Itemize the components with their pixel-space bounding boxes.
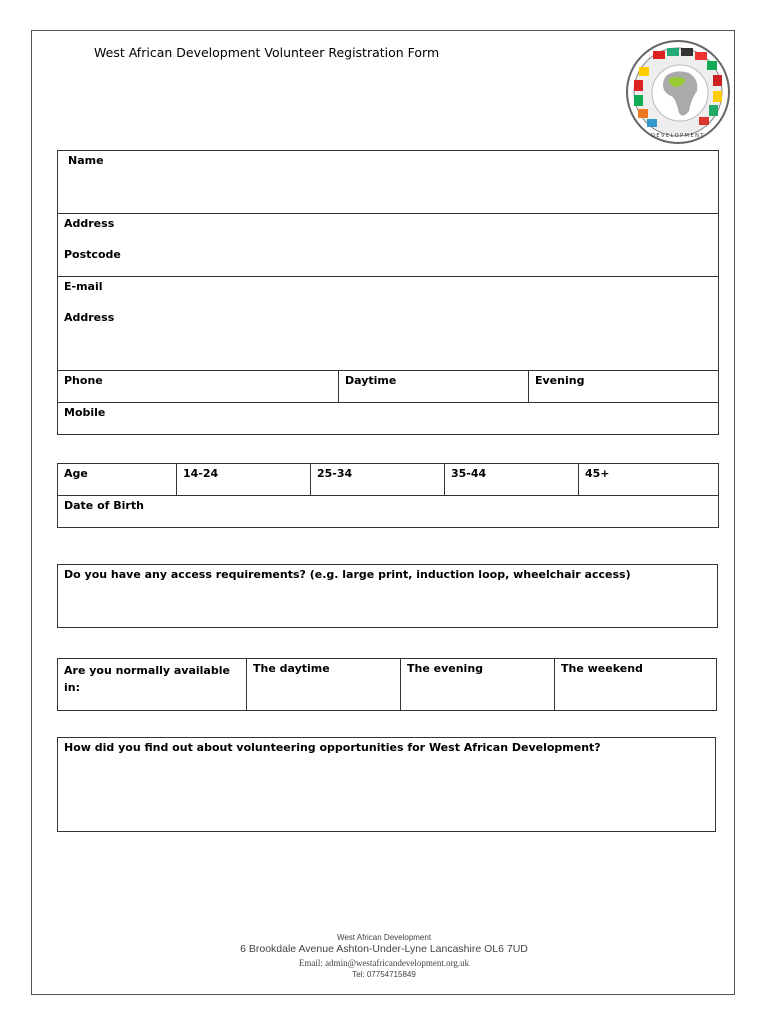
email-address-label: Address xyxy=(64,311,115,324)
name-label: Name xyxy=(68,154,104,167)
availability-option-label: The weekend xyxy=(561,662,643,675)
phone-field[interactable] xyxy=(58,371,339,403)
age-option-25-34[interactable] xyxy=(311,464,445,496)
referral-table xyxy=(57,737,716,832)
address-label: Address xyxy=(64,217,115,230)
evening-phone-field[interactable] xyxy=(529,371,719,403)
availability-table xyxy=(57,658,717,711)
form-page xyxy=(31,30,735,995)
evening-label: Evening xyxy=(535,374,585,387)
age-range-label: 25-34 xyxy=(317,467,353,480)
age-label-cell xyxy=(58,464,177,496)
footer-email: Email: admin@westafricandevelopment.org.uk xyxy=(298,958,470,968)
age-option-35-44[interactable] xyxy=(445,464,579,496)
age-range-label: 14-24 xyxy=(183,467,219,480)
daytime-label: Daytime xyxy=(345,374,397,387)
referral-question: How did you find out about volunteering opportunities for West African Development? xyxy=(64,741,601,754)
access-requirements-table xyxy=(57,564,718,628)
availability-evening[interactable] xyxy=(401,659,555,711)
availability-question-cell xyxy=(58,659,247,711)
age-range-label: 35-44 xyxy=(451,467,487,480)
mobile-label: Mobile xyxy=(64,406,106,419)
availability-weekend[interactable] xyxy=(555,659,717,711)
email-label: E-mail xyxy=(64,280,103,293)
logo-text: DEVELOPMENT xyxy=(651,133,705,139)
access-question: Do you have any access requirements? (e.g. large print, induction loop, wheelchair access) xyxy=(64,568,631,581)
age-option-45-plus[interactable] xyxy=(579,464,719,496)
phone-label: Phone xyxy=(64,374,103,387)
contact-details-table xyxy=(57,150,719,435)
daytime-phone-field[interactable] xyxy=(339,371,529,403)
dob-label: Date of Birth xyxy=(64,499,144,512)
footer-address: 6 Brookdale Avenue Ashton-Under-Lyne Lancashire OL6 7UD xyxy=(240,943,528,955)
age-range-label: 45+ xyxy=(585,467,610,480)
address-field[interactable] xyxy=(58,214,719,277)
availability-question: Are you normally available in: xyxy=(64,664,230,694)
footer-org: West African Development xyxy=(336,933,432,942)
footer-tel: Tel: 07754715849 xyxy=(352,970,416,979)
postcode-label: Postcode xyxy=(64,248,121,261)
name-field[interactable] xyxy=(58,151,719,214)
date-of-birth-field[interactable] xyxy=(58,496,719,528)
form-title: West African Development Volunteer Registration Form xyxy=(94,45,440,60)
age-label: Age xyxy=(64,467,88,480)
mobile-field[interactable] xyxy=(58,403,719,435)
access-requirements-field[interactable] xyxy=(58,565,718,628)
availability-option-label: The daytime xyxy=(253,662,330,675)
availability-daytime[interactable] xyxy=(247,659,401,711)
email-field[interactable] xyxy=(58,277,719,371)
west-african-development-logo xyxy=(625,39,731,145)
referral-field[interactable] xyxy=(58,738,716,832)
age-option-14-24[interactable] xyxy=(177,464,311,496)
age-table xyxy=(57,463,719,528)
availability-option-label: The evening xyxy=(407,662,484,675)
